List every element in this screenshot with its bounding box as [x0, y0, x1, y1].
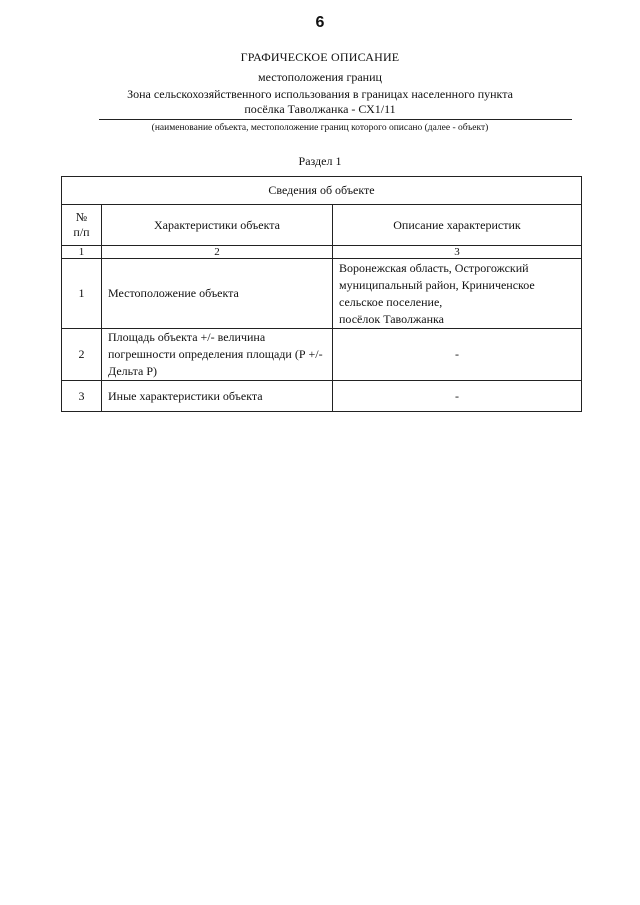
- row-characteristic: Иные характеристики объекта: [102, 381, 333, 412]
- table-row: [62, 259, 582, 329]
- table-caption-row: [62, 177, 582, 205]
- row-characteristic: Площадь объекта +/- величина погрешности определения площади (Р +/- Дельта Р): [102, 329, 333, 381]
- title-underline: [99, 119, 572, 120]
- table-row: [62, 381, 582, 412]
- table-header-row: [62, 205, 582, 246]
- row-number: 2: [62, 329, 102, 381]
- object-name-line: Зона сельскохозяйственного использования в границах населенного пункта: [127, 87, 513, 101]
- table-caption: Сведения об объекте: [62, 177, 582, 205]
- table-row: [62, 329, 582, 381]
- row-description: -: [333, 329, 582, 381]
- column-number-row: [62, 246, 582, 259]
- row-description: [333, 259, 582, 329]
- row-number: 1: [62, 259, 102, 329]
- document-subtitle: местоположения границ: [258, 70, 382, 84]
- column-number-1: 1: [62, 246, 102, 259]
- header-description: Описание характеристик: [333, 205, 582, 246]
- header-number: № п/п: [62, 205, 102, 246]
- row-description: -: [333, 381, 582, 412]
- row-description-text: Воронежская область, Острогожский муниципальный район, Криниченское сельское поселение, посёлок Таволжанка: [339, 261, 535, 326]
- row-characteristic: Местоположение объекта: [102, 259, 333, 329]
- object-code-line: посёлка Таволжанка - СХ1/11: [244, 102, 396, 116]
- underline-note: (наименование объекта, местоположение границ которого описано (далее - объект): [151, 123, 489, 133]
- page-number: 6: [315, 14, 325, 31]
- section-title: Раздел 1: [298, 154, 342, 168]
- object-info-table: [61, 176, 582, 412]
- column-number-2: 2: [102, 246, 333, 259]
- document-title: ГРАФИЧЕСКОЕ ОПИСАНИЕ: [240, 50, 400, 64]
- column-number-3: 3: [333, 246, 582, 259]
- header-characteristic: Характеристики объекта: [102, 205, 333, 246]
- row-number: 3: [62, 381, 102, 412]
